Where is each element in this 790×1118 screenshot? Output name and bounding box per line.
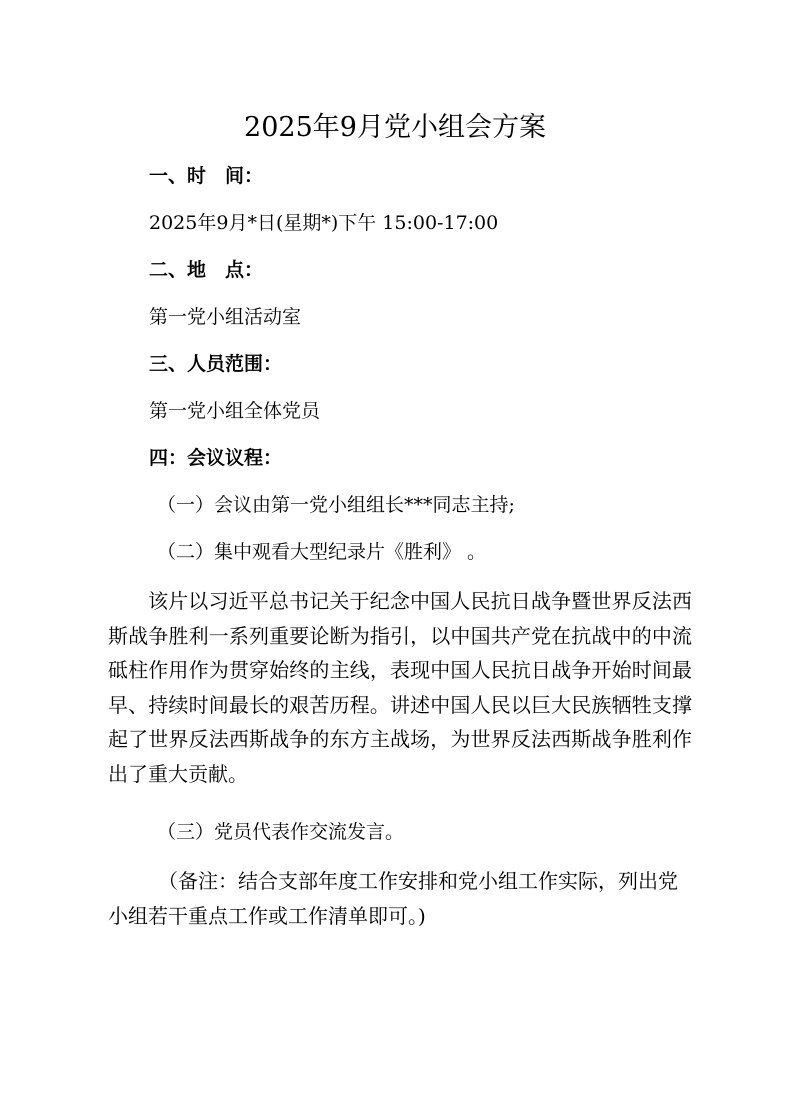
time-value: 2025年9月*日(星期*)下午 15:00-17:00: [149, 212, 499, 234]
film-description-paragraph: 该片以习近平总书记关于纪念中国人民抗日战争暨世界反法西斯战争胜利一系列重要论断为指引，以中国共产党在抗战中的中流砥柱作用作为贯穿始终的主线，表现中国人民抗日战争开始时间最早、持续时间最长的艰苦历程。讲述中国人民以巨大民族牺牲支撑起了世界反法西斯战争的东方主战场，为世界反法西斯战争胜利作出了重大贡献。: [108, 589, 692, 786]
people-value: 第一党小组全体党员: [149, 400, 321, 422]
agenda-item-2: （二）集中观看大型纪录片《胜利》 。: [157, 541, 487, 563]
agenda-item-1: （一）会议由第一党小组组长***同志主持;: [157, 494, 515, 516]
place-value: 第一党小组活动室: [149, 306, 302, 328]
place-heading: 二、地 点：: [149, 259, 264, 281]
time-heading: 一、时 间：: [149, 165, 264, 187]
agenda-heading: 四：会议议程：: [149, 447, 283, 469]
agenda-item-3: （三）党员代表作交流发言。: [157, 821, 405, 843]
people-heading: 三、人员范围：: [149, 353, 283, 375]
note-paragraph: （备注：结合支部年度工作安排和党小组工作实际，列出党小组若干重点工作或工作清单即可。): [108, 869, 678, 928]
page-title: 2025年9月党小组会方案: [244, 112, 546, 143]
